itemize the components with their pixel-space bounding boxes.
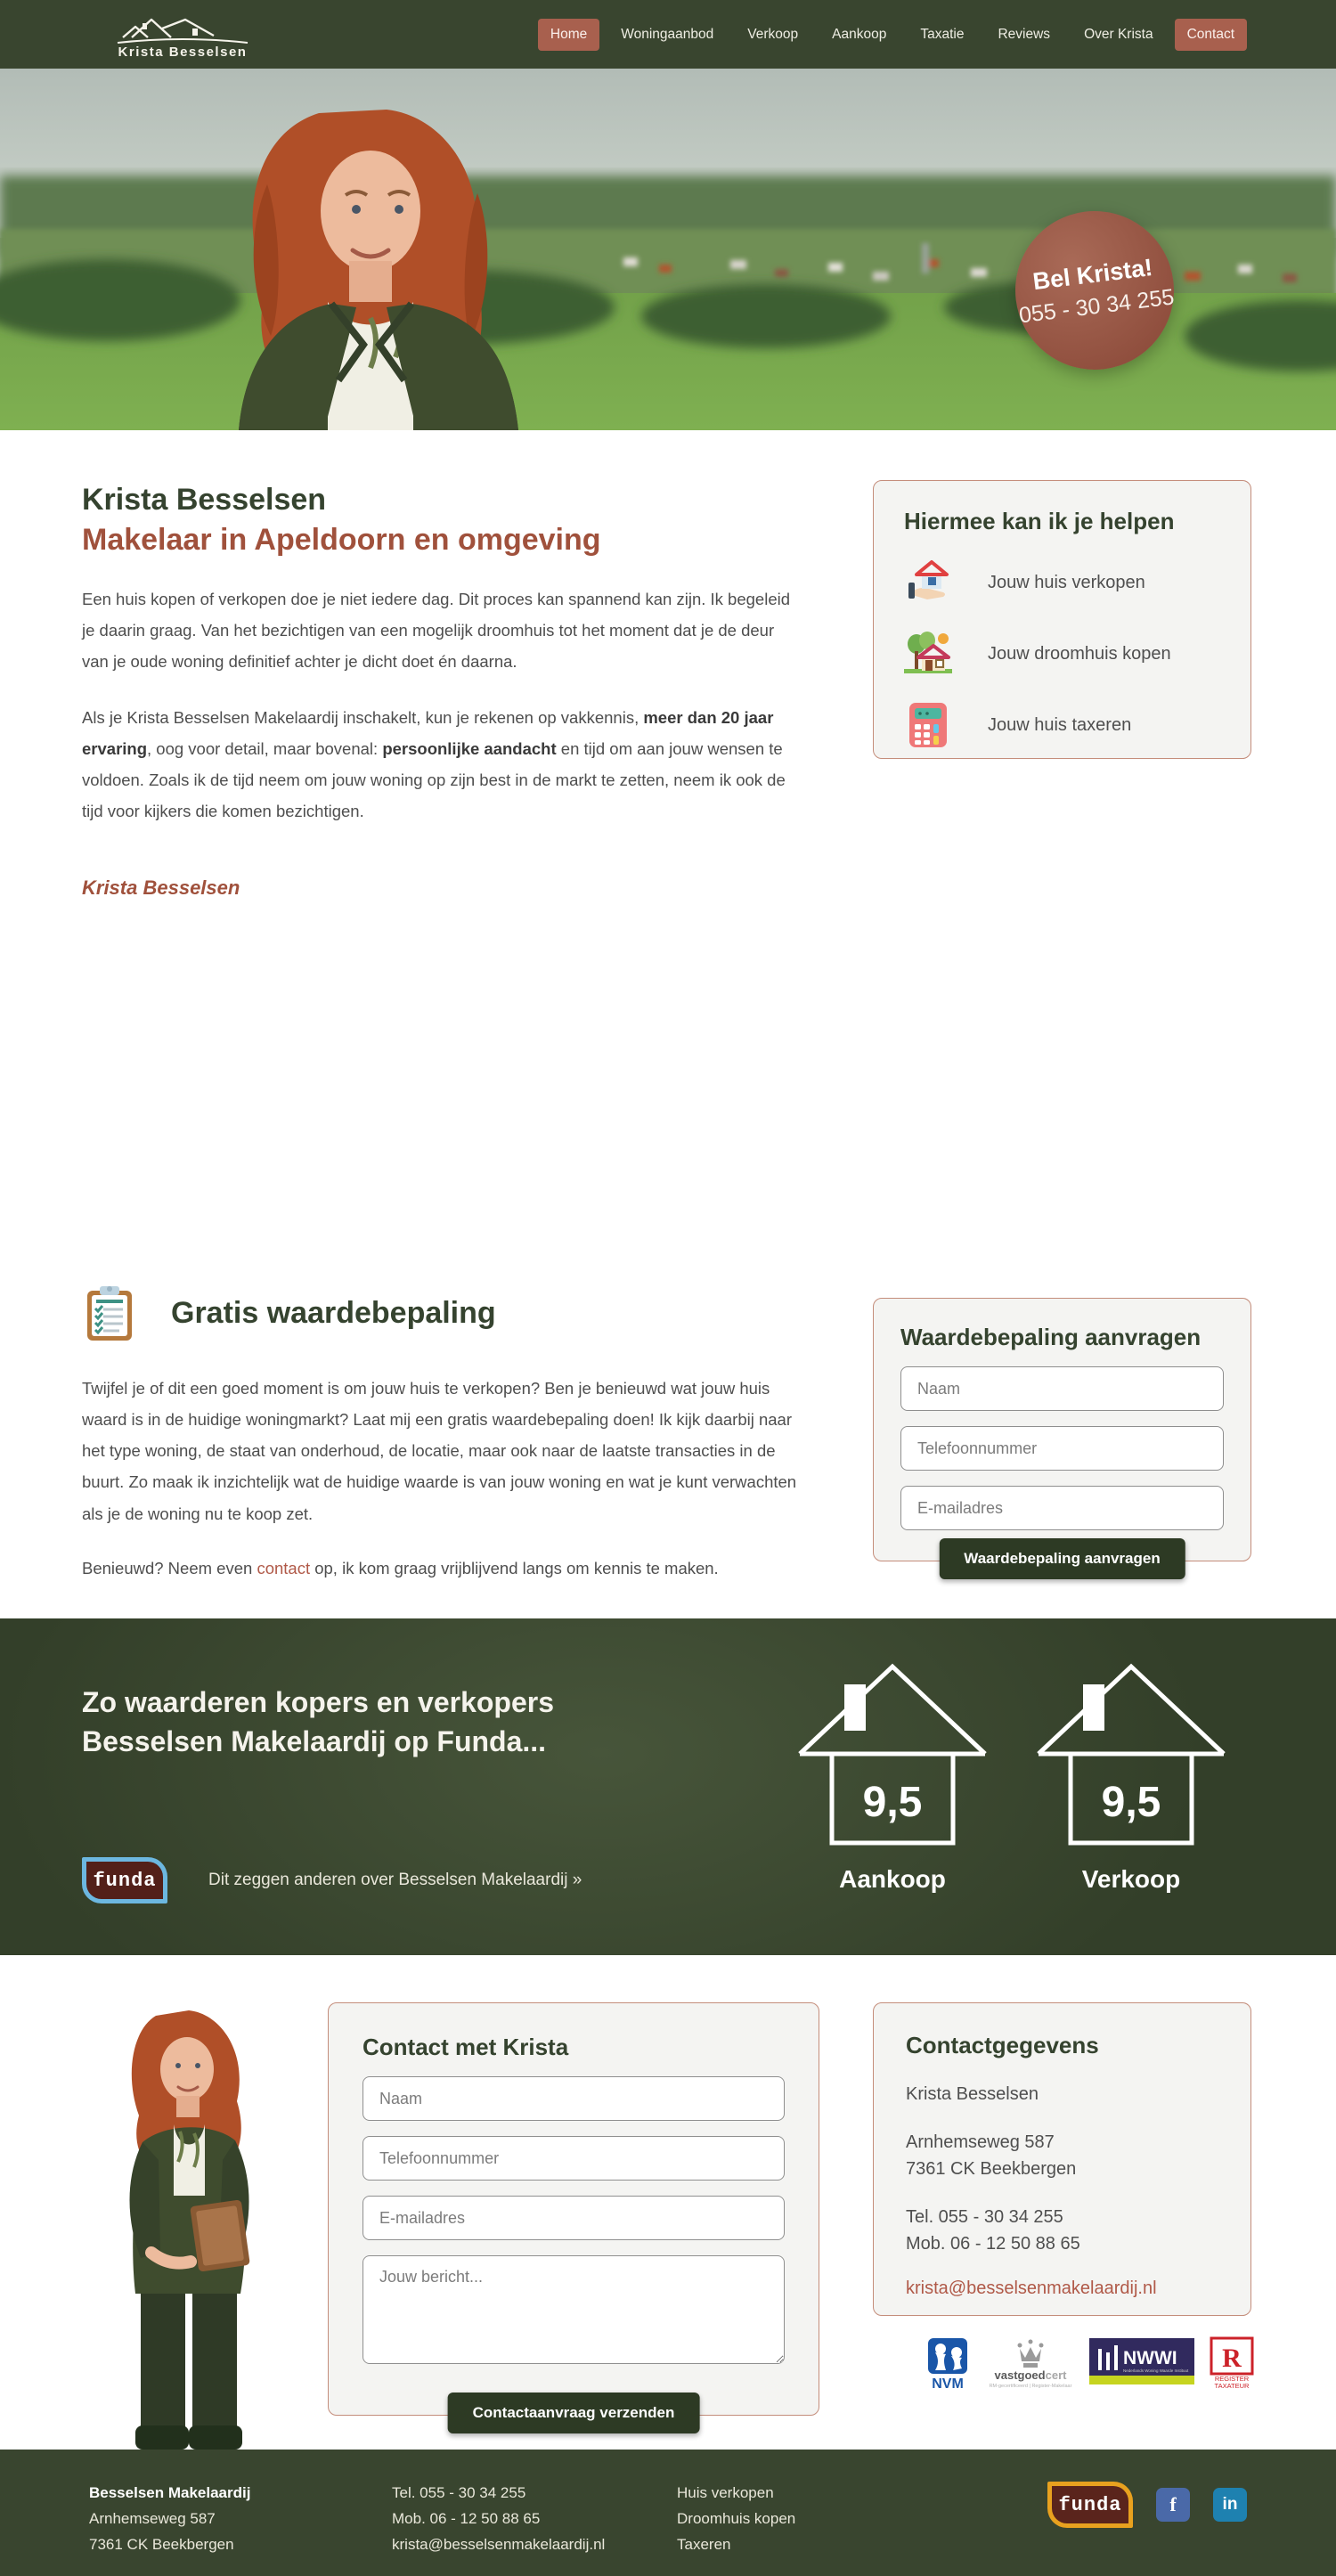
contact-form-card	[328, 2002, 819, 2421]
certification-logos	[923, 2336, 1254, 2390]
valuation-title: Gratis waardebepaling	[171, 1295, 496, 1330]
krista-hero-photo	[132, 77, 595, 430]
svg-text:Nederlands Woning Waarde Insti: Nederlands Woning Waarde Instituut	[1122, 2368, 1188, 2373]
footer-email-link[interactable]: krista@besselsenmakelaardij.nl	[392, 2536, 606, 2554]
contact-name-input[interactable]	[363, 2076, 785, 2121]
footer-link-huis-verkopen[interactable]: Huis verkopen	[677, 2484, 774, 2501]
footer-links-column	[677, 2480, 795, 2558]
intro-p2-text-2: , oog voor detail, maar bovenal:	[147, 739, 383, 759]
valuation-cta-text: Benieuwd? Neem even	[82, 1558, 257, 1577]
svg-text:vastgoedcert: vastgoedcert	[994, 2368, 1067, 2382]
footer-social-row	[1047, 2482, 1247, 2528]
contact-tel: Tel. 055 - 30 34 255	[906, 2207, 1063, 2227]
nav-item-aankoop[interactable]: Aankoop	[832, 26, 887, 42]
footer-link-taxeren[interactable]: Taxeren	[677, 2536, 731, 2554]
top-bar	[0, 0, 1336, 69]
contact-details-title: Contactgegevens	[906, 2032, 1099, 2058]
help-item-label: Jouw huis taxeren	[988, 714, 1132, 735]
call-badge-phone: 055 - 30 34 255	[1017, 284, 1176, 329]
intro-section	[0, 430, 1336, 1618]
footer-mob: Mob. 06 - 12 50 88 65	[392, 2510, 541, 2528]
contact-phone-input[interactable]	[363, 2136, 785, 2181]
page-title: Krista Besselsen	[82, 483, 327, 517]
brand-logo[interactable]	[89, 9, 276, 60]
help-item-kopen[interactable]	[904, 630, 1220, 678]
svg-text:REGISTER: REGISTER	[1214, 2375, 1250, 2383]
funda-ratings-section	[0, 1618, 1336, 1955]
rating-label: Aankoop	[839, 1865, 946, 1893]
funda-logo-text: funda	[1058, 2493, 1122, 2516]
valuation-submit-button[interactable]: Waardebepaling aanvragen	[939, 1538, 1185, 1579]
intro-column	[82, 482, 794, 900]
linkedin-icon[interactable]: in	[1213, 2488, 1247, 2522]
svg-text:NVM: NVM	[932, 2376, 964, 2390]
svg-text:TAXATEUR: TAXATEUR	[1214, 2382, 1250, 2390]
valuation-paragraph: Twijfel je of dit een goed moment is om jouw huis te verkopen? Ben je benieuwd wat jouw huis waard is in de huidige woningmarkt? Laat mij een gratis waardebepaling doen! Ik kijk daarbij naar het type woning, de staat van onderhoud, de locatie, maar ook naar de laatste transacties in de buurt. Zo maak ik inzichtelijk wat de huidige waarde is van jouw woning en wat je kunt verwachten als je de woning nu te koop zet.	[82, 1379, 797, 1523]
funda-reviews-link[interactable]: Dit zeggen anderen over Besselsen Makelaardij »	[208, 1871, 582, 1889]
nav-item-over-krista[interactable]: Over Krista	[1084, 26, 1153, 42]
valuation-email-input[interactable]	[900, 1486, 1224, 1530]
house-outline-icon	[1031, 1659, 1231, 1848]
rating-label: Verkoop	[1081, 1865, 1181, 1893]
valuation-column	[82, 1284, 803, 1584]
intro-p2-text: Als je Krista Besselsen Makelaardij inschakelt, kun je rekenen op vakkennis,	[82, 708, 644, 728]
clipboard-icon	[82, 1284, 137, 1342]
funda-logo-footer[interactable]	[1047, 2482, 1133, 2528]
contact-email-link[interactable]: krista@besselsenmakelaardij.nl	[906, 2278, 1157, 2298]
nav-item-woningaanbod[interactable]: Woningaanbod	[621, 26, 714, 42]
footer-company: Besselsen Makelaardij	[89, 2484, 251, 2501]
hero-section	[0, 69, 1336, 430]
contact-section	[0, 1955, 1336, 2450]
contact-link[interactable]: contact	[257, 1558, 311, 1577]
contact-email-input[interactable]	[363, 2196, 785, 2240]
rating-score: 9,5	[1101, 1779, 1161, 1826]
svg-text:R: R	[1222, 2344, 1242, 2373]
footer-contact-column	[392, 2480, 605, 2558]
vastgoedcert-logo[interactable]	[988, 2336, 1073, 2390]
nvm-logo[interactable]	[923, 2336, 973, 2390]
rooftops-icon	[116, 9, 249, 48]
contact-name: Krista Besselsen	[906, 2084, 1039, 2104]
help-item-verkopen[interactable]	[904, 558, 1220, 607]
house-hand-icon	[904, 558, 952, 607]
register-taxateur-logo[interactable]	[1210, 2336, 1254, 2390]
help-item-label: Jouw huis verkopen	[988, 572, 1145, 592]
facebook-icon[interactable]: f	[1156, 2488, 1190, 2522]
nav-item-taxatie[interactable]: Taxatie	[920, 26, 965, 42]
valuation-cta-text-2: op, ik kom graag vrijblijvend langs om kennis te maken.	[310, 1558, 719, 1577]
nav-item-home[interactable]: Home	[538, 19, 599, 51]
nav-item-reviews[interactable]: Reviews	[998, 26, 1051, 42]
rating-verkoop	[1031, 1659, 1231, 1894]
valuation-form-card	[873, 1298, 1251, 1567]
footer	[0, 2450, 1336, 2576]
funda-band-title-line1: Zo waarderen kopers en verkopers	[82, 1686, 554, 1718]
rating-score: 9,5	[862, 1779, 923, 1826]
contact-details-card	[873, 2002, 1251, 2316]
valuation-name-input[interactable]	[900, 1366, 1224, 1411]
intro-p2-bold-2: persoonlijke aandacht	[382, 739, 557, 759]
funda-logo[interactable]	[82, 1857, 167, 1903]
page-subtitle: Makelaar in Apeldoorn en omgeving	[82, 522, 601, 557]
footer-link-droomhuis-kopen[interactable]: Droomhuis kopen	[677, 2510, 796, 2528]
calculator-icon	[904, 701, 952, 749]
house-outline-icon	[793, 1659, 992, 1848]
main-nav	[538, 19, 1247, 51]
funda-logo-text: funda	[93, 1869, 157, 1892]
nav-item-contact[interactable]: Contact	[1175, 19, 1247, 51]
footer-address-column	[89, 2480, 250, 2558]
intro-paragraph-2	[82, 702, 794, 827]
valuation-cta-paragraph	[82, 1553, 803, 1584]
funda-band-title-line2: Besselsen Makelaardij op Funda...	[82, 1725, 547, 1758]
contact-mob: Mob. 06 - 12 50 88 65	[906, 2234, 1080, 2254]
contact-address-1: Arnhemseweg 587	[906, 2132, 1055, 2152]
svg-text:RM-gecertificeerd | Register: RM-gecertificeerd | Register-Makelaar	[989, 2384, 1072, 2389]
contact-address-2: 7361 CK Beekbergen	[906, 2159, 1077, 2179]
intro-paragraph-1: Een huis kopen of verkopen doe je niet iedere dag. Dit proces kan spannend kan zijn. Ik begeleid je daarin graag. Van het bezichtigen van een mogelijk droomhuis tot het moment dat je de deur van je oude woning definitief achter je dicht doet én daarna.	[82, 589, 791, 671]
svg-text:NWWI: NWWI	[1122, 2348, 1177, 2368]
signature: Krista Besselsen	[82, 876, 240, 899]
funda-band-title	[82, 1683, 554, 1761]
valuation-form-title: Waardebepaling aanvragen	[900, 1324, 1202, 1350]
intro-p2-bold-1: meer dan 20 jaar ervaring	[82, 708, 774, 759]
contact-message-textarea[interactable]	[363, 2255, 785, 2364]
nwwi-logo[interactable]	[1089, 2338, 1194, 2388]
call-badge-title: Bel Krista!	[1031, 254, 1154, 296]
funda-link-row	[82, 1857, 582, 1903]
help-item-taxeren[interactable]	[904, 701, 1220, 749]
rating-aankoop	[793, 1659, 992, 1894]
valuation-heading-row	[82, 1284, 803, 1342]
nav-item-verkoop[interactable]: Verkoop	[747, 26, 799, 42]
brand-logo-text: Krista Besselsen	[118, 45, 248, 60]
intro-p2-text-3: en tijd om aan jouw wensen te voldoen. Zoals ik de tijd neem om jouw woning op zijn best in de markt te zetten, neem ik ook de tijd voor kijkers die komen bezichtigen.	[82, 739, 786, 821]
help-card-title: Hiermee kan ik je helpen	[904, 508, 1175, 534]
help-item-label: Jouw droomhuis kopen	[988, 643, 1171, 664]
footer-address-2: 7361 CK Beekbergen	[89, 2536, 234, 2554]
valuation-phone-input[interactable]	[900, 1426, 1224, 1471]
footer-tel: Tel. 055 - 30 34 255	[392, 2484, 526, 2501]
help-card	[873, 480, 1251, 759]
contact-submit-button[interactable]: Contactaanvraag verzenden	[448, 2393, 700, 2433]
krista-standing-photo	[89, 2000, 294, 2450]
contact-form-title: Contact met Krista	[363, 2034, 569, 2060]
footer-address-1: Arnhemseweg 587	[89, 2510, 216, 2528]
house-trees-icon	[904, 630, 952, 678]
